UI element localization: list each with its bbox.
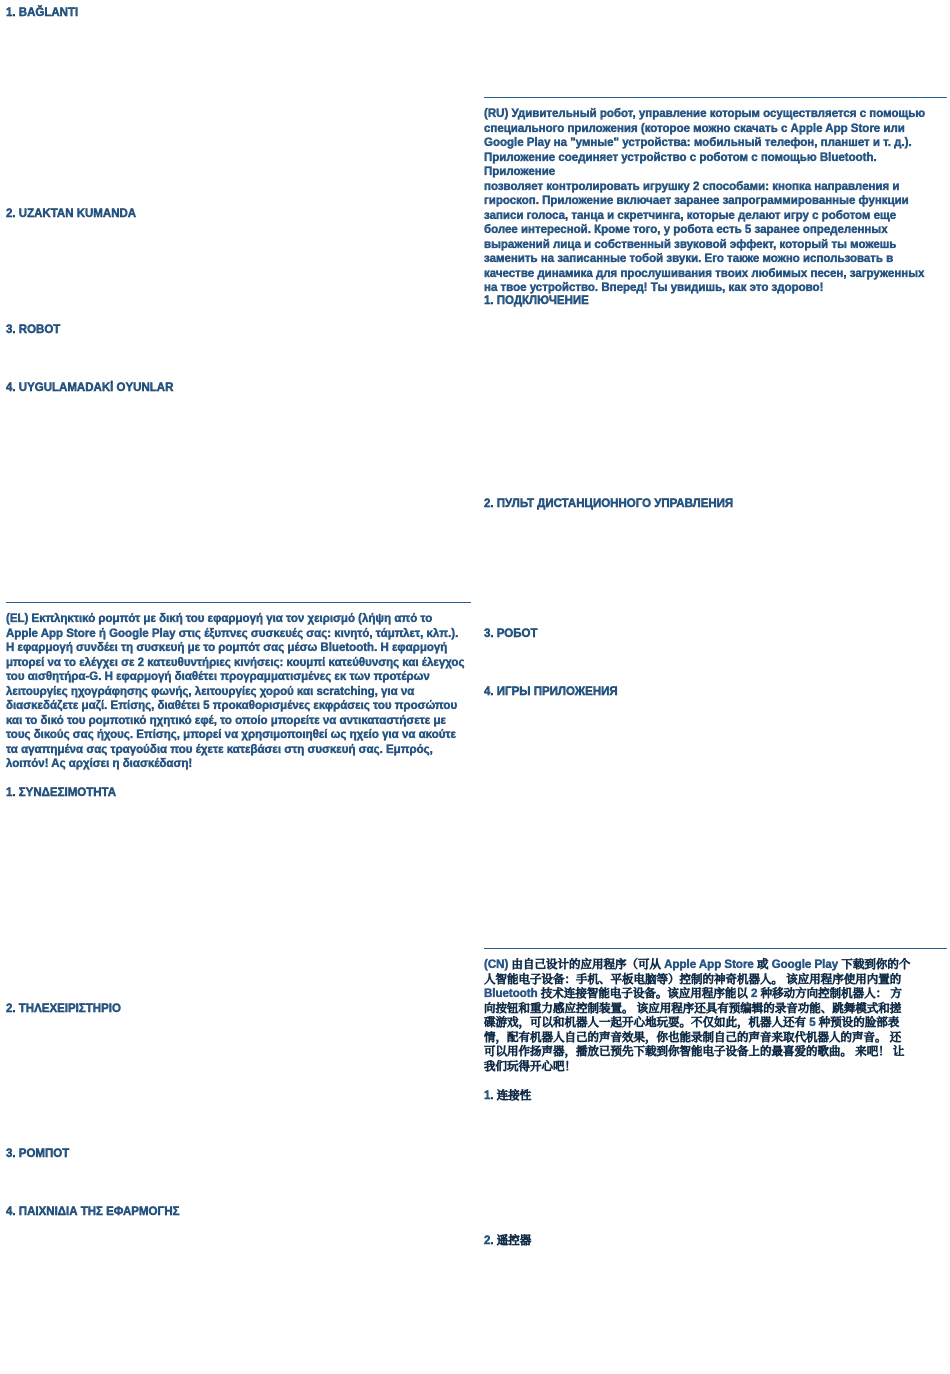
el-intro-paragraph: (EL) Εκπληκτικό ρομπότ με δική του εφαρμογή για τον χειρισμό (λήψη από το Apple App Store ή Google Play στις έξυπνες συσκευές σας: κινητό, τάμπλετ, κλπ.). Η εφαρμογή συνδέει τη συσκευή με το ρομπότ σας μέσω Bluetooth. Η εφαρμογή μπορεί να το ελέγχει σε 2 κατευθυντήριες κινήσεις: κουμπί κατεύθυνσης και έλεγχος του αισθητήρα-G. Η εφαρμογή διαθέτει προγραμματισμένες εκ των προτέρων λειτουργίες ηχογράφησης φωνής, λειτουργίες χορού και scratching, για να διασκεδάζετε μαζί. Επίσης, διαθέτει 5 προκαθορισμένες εκφράσεις του προσώπου και το δικό του ρομποτικό ηχητικό εφέ, το οποίο μπορείτε να αντικαταστήσετε με τους δικούς σας ήχους. Επίσης, μπορεί να χρησιμοποιηθεί ως ηχείο για να ακούτε τα αγαπημένα σας τραγούδια που έχετε κατεβάσει στη συσκευή σας. Εμπρός, λοιπόν! Ας αρχίσει η διασκέδαση!	[6, 613, 465, 770]
ru-heading-robot: 3. РОБОТ	[484, 628, 538, 640]
ru-heading-remote-control: 2. ПУЛЬТ ДИСТАНЦИОННОГО УПРАВЛЕНИЯ	[484, 498, 734, 510]
el-heading-robot: 3. ΡΟΜΠΟΤ	[6, 1148, 70, 1160]
ru-heading-app-games: 4. ИГРЫ ПРИЛОЖЕНИЯ	[484, 686, 618, 698]
tr-heading-remote-control: 2. UZAKTAN KUMANDA	[6, 208, 137, 220]
tr-heading-connection: 1. BAĞLANTI	[6, 7, 79, 19]
cn-section-divider	[484, 948, 947, 949]
el-section-divider	[6, 602, 471, 603]
cn-intro-paragraph: (CN) 由自己设计的应用程序（可从 Apple App Store 或 Google Play 下载到你的个 人智能电子设备：手机、平板电脑等）控制的神奇机器人。 该应用程序使用内置的 Bluetooth 技术连接智能电子设备。该应用程序能以 2 种移动方向控制机器人： 方 向按钮和重力感应控制装置。 该应用程序还具有预编辑的录音功能、跳舞模式和搓 碟游戏，可以和机器人一起开心地玩耍。不仅如此，机器人还有 5 种预设的脸部表 情，配有机器人自己的声音效果，你也能录制自己的声音来取代机器人的声音。 还 可以用作扬声器，播放已预先下载到你智能电子设备上的最喜爱的歌曲。 来吧！ 让 我们玩得开心吧！	[484, 959, 911, 1073]
el-heading-remote-control: 2. ΤΗΛΕΧΕΙΡΙΣΤΗΡΙΟ	[6, 1003, 121, 1015]
el-heading-app-games: 4. ΠΑΙΧΝΙΔΙΑ ΤΗΣ ΕΦΑΡΜΟΓΗΣ	[6, 1206, 180, 1218]
cn-heading-remote-control: 2. 遥控器	[484, 1235, 532, 1247]
ru-heading-connection: 1. ПОДКЛЮЧЕНИЕ	[484, 295, 589, 307]
tr-heading-app-games: 4. UYGULAMADAKİ OYUNLAR	[6, 382, 174, 394]
el-heading-connectivity: 1. ΣΥΝΔΕΣΙΜΟΤΗΤΑ	[6, 787, 117, 799]
tr-heading-robot: 3. ROBOT	[6, 324, 61, 336]
ru-intro-paragraph: (RU) Удивительный робот, управление которым осуществляется с помощью специального приложения (которое можно скачать с Apple App Store или Google Play на "умные" устройства: мобильный телефон, планшет и т. д.). Приложение соединяет устройство с роботом с помощью Bluetooth. Приложение позволяет контролировать игрушку 2 способами: кнопка направления и гироскоп. Приложение включает заранее запрограммированные функции записи голоса, танца и скретчинга, которые делают игру с роботом еще более интересной. Кроме того, у робота есть 5 заранее определенных выражений лица и собственный звуковой эффект, который ты можешь заменить на записанные тобой звуки. Его также можно использовать в качестве динамика для прослушивания твоих любимых песен, загруженных на твое устройство. Вперед! Ты увидишь, как это здорово!	[484, 108, 926, 294]
ru-section-divider	[484, 97, 947, 98]
cn-heading-connectivity: 1. 连接性	[484, 1090, 532, 1102]
